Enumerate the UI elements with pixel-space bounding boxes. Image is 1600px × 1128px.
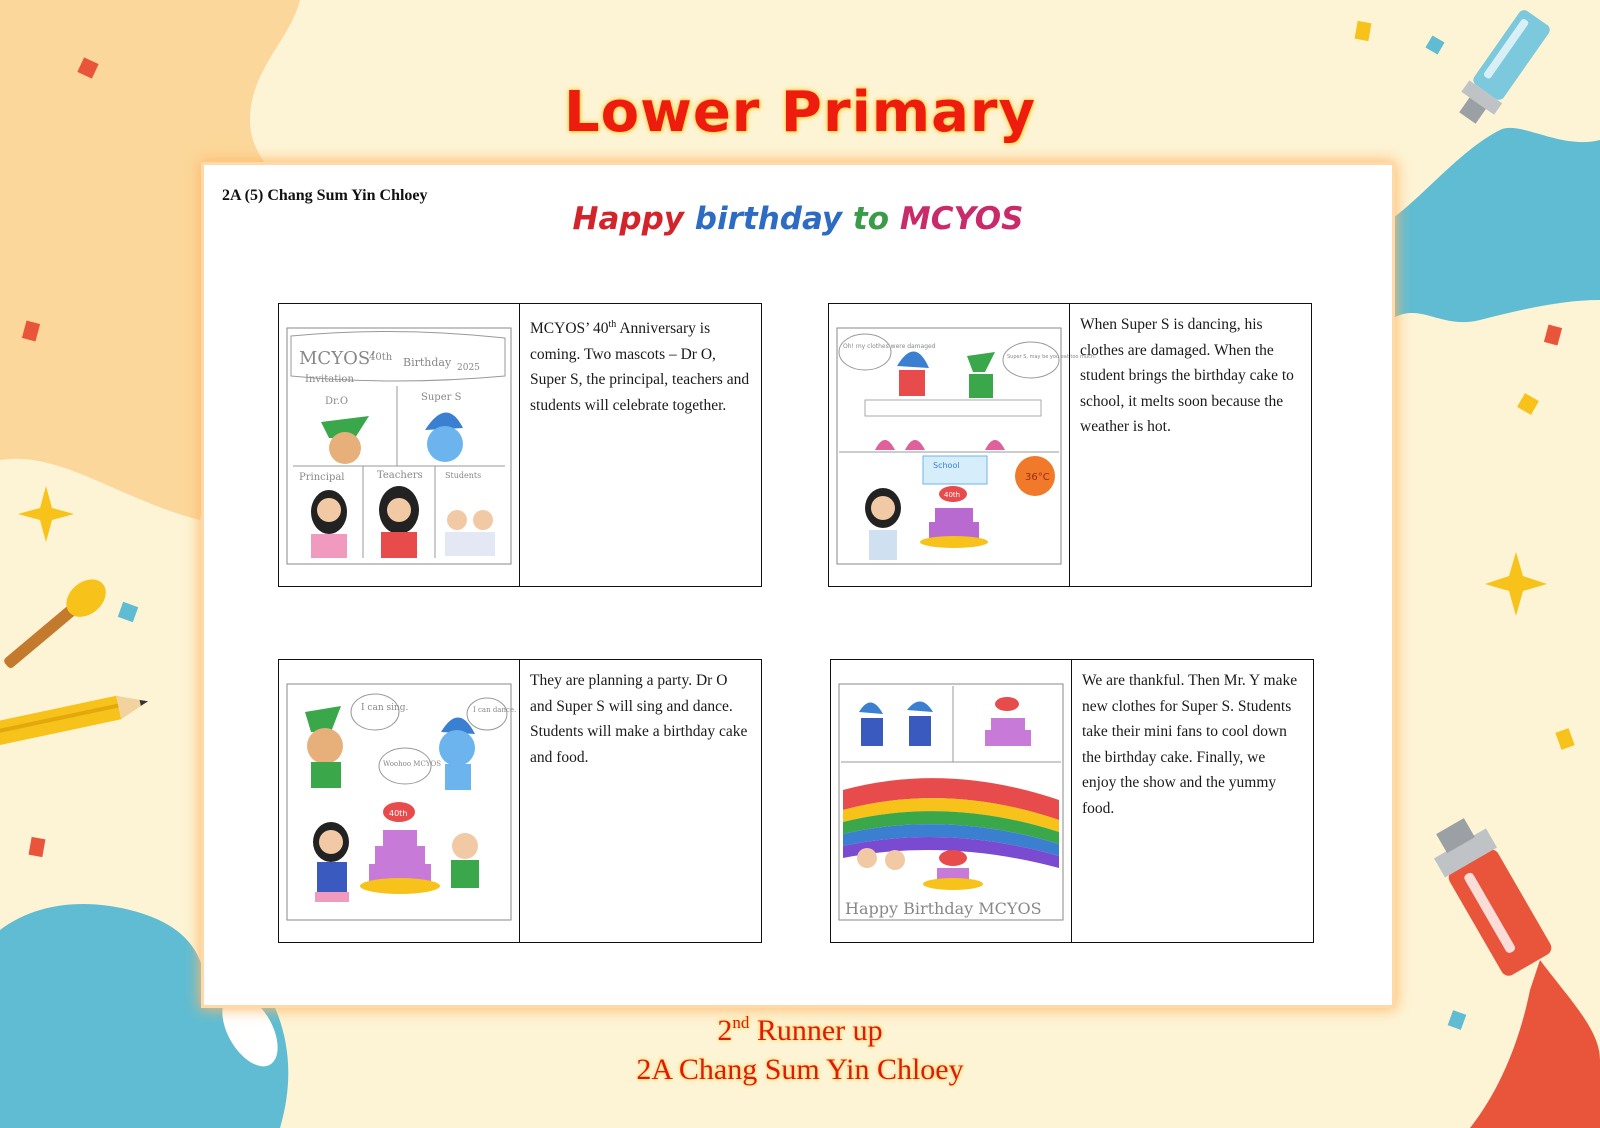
award-place-text: Runner up — [749, 1014, 883, 1047]
drawing-invitation — [279, 304, 520, 586]
panel-caption: We are thankful. Then Mr. Y make new clothes for Super S. Students take their mini fans to cool down the birthday cake. Finally, we enjoy the show and the yummy food. — [1082, 672, 1298, 817]
drawing-label: Super S, may be you eat too much! — [1007, 354, 1097, 360]
drawing — [837, 682, 1065, 922]
drawing-label: 40th — [369, 352, 393, 363]
story-title-part: to — [852, 201, 900, 237]
drawing-label: Students — [445, 471, 482, 480]
story-title-part: MCYOS — [899, 201, 1024, 237]
drawing-celebration — [831, 660, 1072, 942]
blue-blob-top — [1390, 128, 1600, 322]
drawing-label: Dr.O — [325, 396, 349, 407]
panel-caption: When Super S is dancing, his clothes are damaged. When the student brings the birthday cake to school, it melts soon because the weather is hot. — [1080, 316, 1294, 435]
drawing-label: 40th — [389, 809, 408, 818]
paint-tube-red-icon — [1424, 811, 1556, 980]
sparkle-star-icon — [1485, 552, 1547, 616]
comic-panel-4 — [830, 659, 1314, 943]
drawing — [285, 326, 513, 566]
drawing-planning-party — [279, 660, 520, 942]
comic-panel-3 — [278, 659, 762, 943]
drawing-label: Teachers — [377, 470, 423, 481]
drawing-label: I can sing. — [361, 703, 409, 713]
panel-caption: MCYOS’ 40th Anniversary is coming. Two mascots – Dr O, Super S, the principal, teachers and students will celebrate together. — [530, 319, 750, 414]
award-place-number: 2 — [717, 1014, 733, 1047]
drawing-label: Principal — [299, 472, 345, 483]
drawing-label: School — [933, 461, 960, 470]
drawing-stage-and-cake — [829, 304, 1097, 586]
drawing-label: 2025 — [457, 363, 480, 373]
drawing-label: Happy Birthday MCYOS — [845, 899, 1042, 918]
comic-panel-2 — [828, 303, 1312, 587]
comic-panel-1 — [278, 303, 762, 587]
paintbrush-icon — [0, 572, 113, 678]
story-title — [204, 201, 1392, 237]
drawing-label: MCYOS’ — [299, 348, 376, 369]
pencil-icon — [0, 690, 151, 749]
page-heading: Lower Primary — [563, 80, 1037, 145]
panel-caption: They are planning a party. Dr O and Super S will sing and dance. Students will make a birthday cake and food. — [530, 672, 748, 766]
award-place — [0, 1013, 1600, 1048]
drawing-label: 40th — [944, 491, 961, 499]
drawing-label: I can dance. — [473, 706, 517, 714]
student-tag: 2A (5) Chang Sum Yin Chloey — [222, 187, 428, 204]
drawing-label: Birthday — [403, 356, 452, 369]
drawing — [835, 326, 1097, 566]
drawing-label: Woohoo MCYOS — [383, 760, 441, 768]
sparkle-star-icon — [18, 486, 74, 542]
drawing-label: Invitation — [305, 374, 354, 385]
story-title-part: Happy — [572, 201, 695, 237]
award-place-suffix: nd — [732, 1013, 750, 1032]
drawing — [285, 682, 517, 922]
story-title-part: birthday — [694, 201, 853, 237]
award-winner: 2A Chang Sum Yin Chloey — [636, 1053, 964, 1086]
drawing-label: Super S — [421, 392, 462, 403]
comic-sheet — [204, 165, 1392, 1005]
drawing-label: Oh! my clothes were damaged — [843, 343, 936, 350]
drawing-label: 36°C — [1025, 472, 1050, 483]
